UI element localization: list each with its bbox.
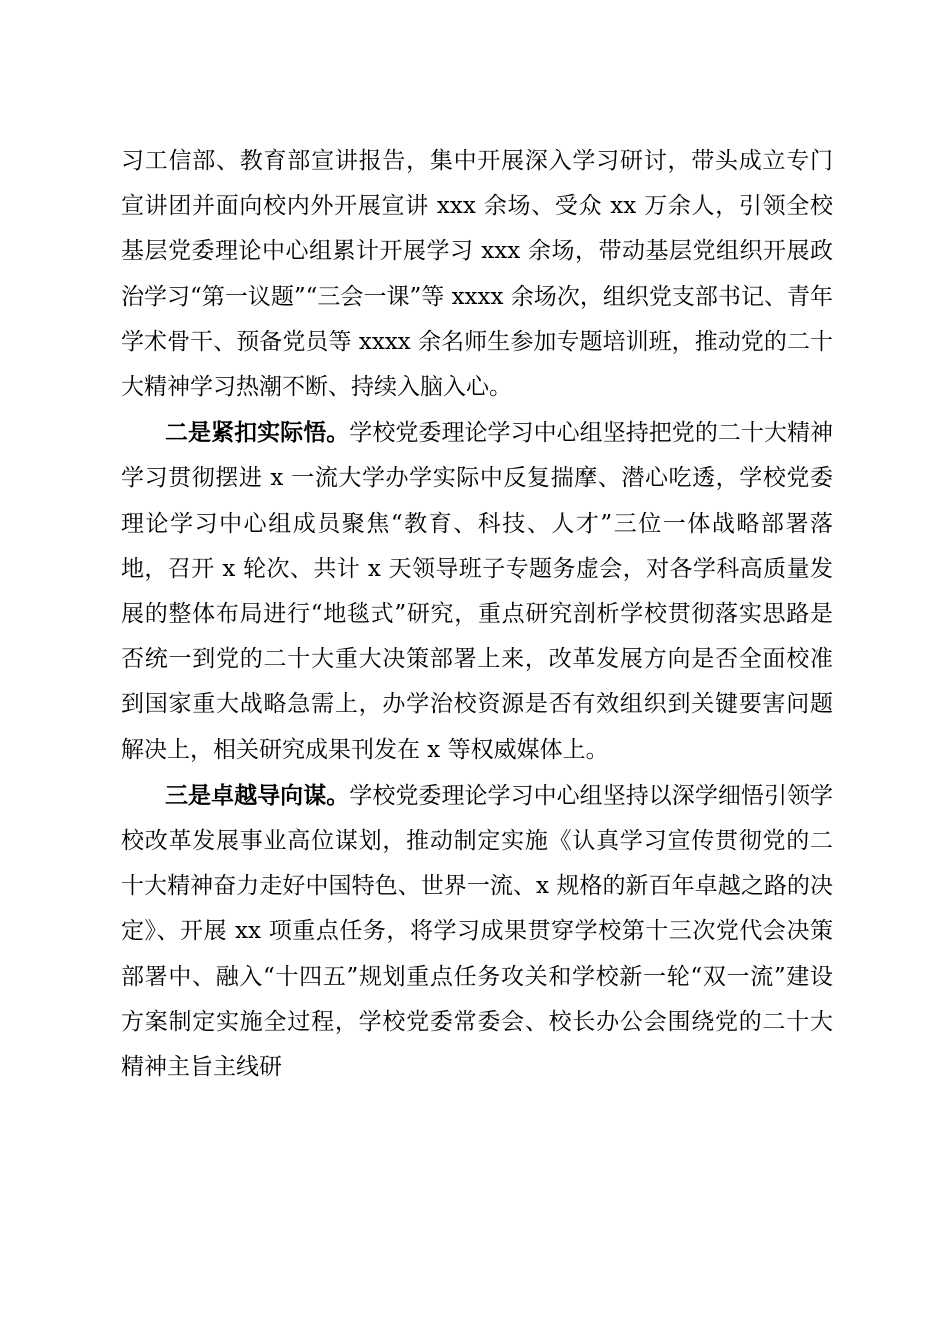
paragraph-body: 习工信部、教育部宣讲报告，集中开展深入学习研讨，带头成立专门宣讲团并面向校内外开展宣讲 xxx 余场、受众 xx 万余人，引领全校基层党委理论中心组累计开展学习 xxx 余场，带动基层党组织开展政治学习“第一议题”“三会一课”等 xxxx 余场次，组织党支部书记、青年学术骨干、预备党员等 xxxx 余名师生参加专题培训班，推动党的二十大精神学习热潮不断、持续入脑入心。: [121, 148, 833, 401]
document-body: [121, 139, 833, 1090]
paragraph-excellence-planning: [121, 773, 833, 1090]
paragraph-body: 学校党委理论学习中心组坚持以深学细悟引领学校改革发展事业高位谋划，推动制定实施《认真学习宣传贯彻党的二十大精神奋力走好中国特色、世界一流、x 规格的新百年卓越之路的决定》、开展 xx 项重点任务，将学习成果贯穿学校第十三次党代会决策部署中、融入“十四五”规划重点任务攻关和学校新一轮“双一流”建设方案制定实施全过程，学校党委常委会、校长办公会围绕党的二十大精神主旨主线研: [121, 782, 834, 1081]
paragraph-heading: 二是紧扣实际悟。: [165, 419, 350, 447]
paragraph-practical-understanding: [121, 410, 833, 773]
paragraph-heading: 三是卓越导向谋。: [165, 781, 350, 809]
paragraph-study-promotion: [121, 139, 833, 410]
paragraph-body: 学校党委理论学习中心组坚持把党的二十大精神学习贯彻摆进 x 一流大学办学实际中反复揣摩、潜心吃透，学校党委理论学习中心组成员聚焦“教育、科技、人才”三位一体战略部署落地，召开 x 轮次、共计 x 天领导班子专题务虚会，对各学科高质量发展的整体布局进行“地毯式”研究，重点研究剖析学校贯彻落实思路是否统一到党的二十大重大决策部署上来，改革发展方向是否全面校准到国家重大战略急需上，办学治校资源是否有效组织到关键要害问题解决上，相关研究成果刊发在 x 等权威媒体上。: [121, 420, 834, 763]
